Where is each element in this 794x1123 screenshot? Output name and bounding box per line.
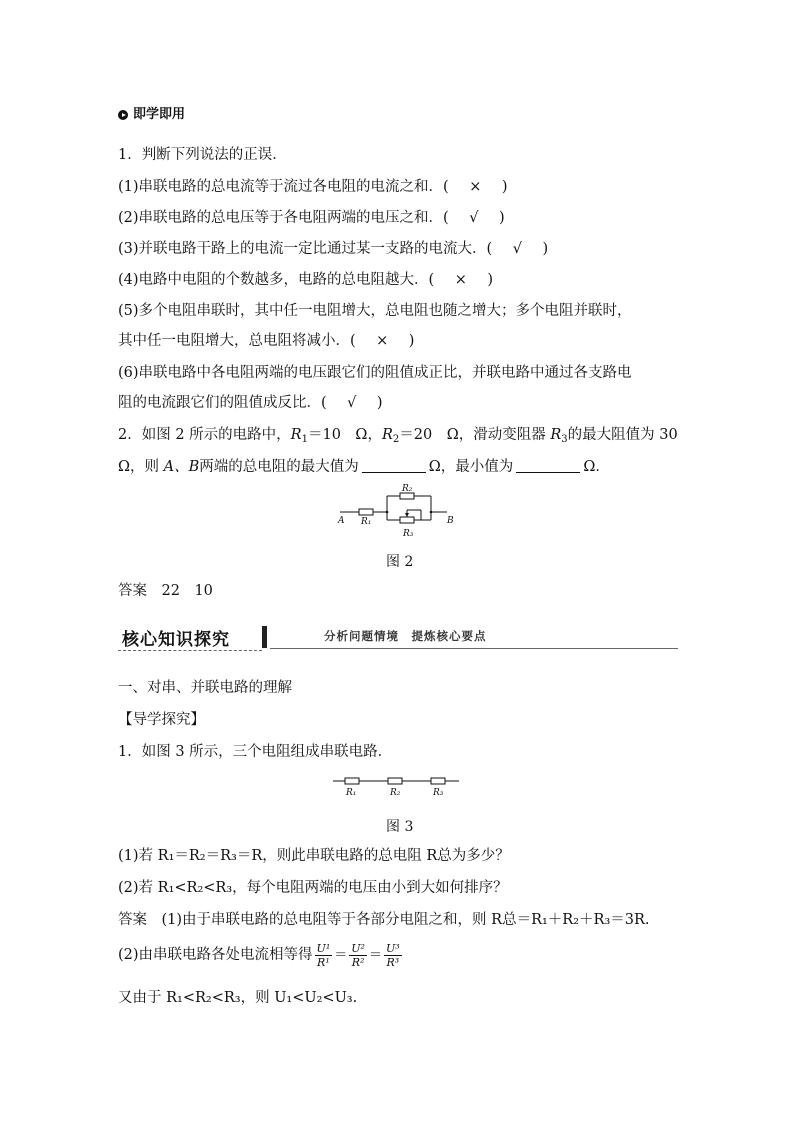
play-circle-icon [118,110,128,120]
guided-inquiry-label: 【导学探究】 [118,712,205,728]
answer-2: (2)由串联电路各处电流相等得 $\frac{\text{U¹}}{\text{R¹}}$ ＝ $\frac{\text{U²}}{\text{R²}}$ ＝ $\frac{\text{U³}}{\text{R³}}$ [118,941,400,969]
figure-3-caption: 图 3 [386,819,414,835]
node-label-a: A [338,516,345,526]
inquiry-q1-1: (1)若 R₁＝R₂＝R₃＝R，则此串联电路的总电阻 R总为多少？ [118,848,510,864]
fraction: $\frac{\text{U¹}}{\text{R¹}}$ [316,941,331,969]
check-mark-icon: √ [512,241,522,257]
answer-q2: 答案 22 10 [118,583,213,599]
check-mark-icon: √ [469,210,479,226]
judgement-item: (5)多个电阻串联时，其中任一电阻增大，总电阻也随之增大；多个电阻并联时， [118,303,632,319]
judgement-item: (4)电路中电阻的个数越多，电路的总电阻越大．( × ) [118,272,494,288]
fraction: $\frac{\text{U²}}{\text{R²}}$ [351,941,365,969]
cross-mark-icon: × [376,333,389,349]
banner-dash [118,650,262,651]
resistor-r1 [359,509,373,515]
resistor-label-r1: R₁ [361,517,372,527]
fig3-label-r2: R₂ [390,788,401,798]
section-2-heading: 一、对串、并联电路的理解 [118,680,292,696]
fig3-label-r3: R₃ [433,788,444,798]
resistor-label-r2: R₂ [402,484,413,494]
question-2-line-1: 2．如图 2 所示的电路中，$R_1=10$ Ω，$R_2=20$ Ω，滑动变阻器 $R_3$的最大阻值为 30 [118,427,678,445]
figure-2-caption: 图 2 [386,554,414,570]
rheostat-r3 [400,517,414,523]
judgement-item: 阻的电流跟它们的阻值成反比．( √ ) [118,395,383,411]
banner-title: 核心知识探究 [122,630,230,650]
fraction: $\frac{\text{U³}}{\text{R³}}$ [385,941,400,969]
answer-3: 又由于 R₁<R₂<R₃，则 U₁<U₂<U₃. [118,990,358,1006]
answer-blank-max[interactable] [362,458,426,473]
inquiry-q1-2: (2)若 R₁<R₂<R₃，每个电阻两端的电压由小到大如何排序？ [118,880,508,896]
inquiry-q1: 1．如图 3 所示，三个电阻组成串联电路． [118,744,393,760]
cross-mark-icon: × [454,272,467,288]
judgement-item: (3)并联电路干路上的电流一定比通过某一支路的电流大．( √ ) [118,241,549,257]
core-knowledge-banner [118,625,678,651]
section-heading [118,105,185,125]
banner-rule [270,648,678,649]
judgement-item: (2)串联电路的总电压等于各电阻两端的电压之和．( √ ) [118,210,505,226]
resistor-label-r3: R₃ [403,529,414,539]
figure-3-circuit [330,773,462,799]
cross-mark-icon: × [469,179,482,195]
answer-blank-min[interactable] [516,458,580,473]
judgement-item: (6)串联电路中各电阻两端的电压跟它们的阻值成正比，并联电路中通过各支路电 [118,365,632,381]
banner-bar [262,626,267,648]
check-mark-icon: √ [347,395,357,411]
section-heading-text: 即学即用 [133,107,186,122]
judgement-item: (1)串联电路的总电流等于流过各电阻的电流之和．( × ) [118,179,508,195]
figure-2-circuit [335,484,465,540]
question-1-title: 1．判断下列说法的正误． [118,147,287,163]
node-label-b: B [447,516,454,526]
fig3-label-r1: R₁ [346,788,357,798]
question-2-line-2: Ω，则 A、B两端的总电阻的最大值为 Ω，最小值为 Ω． [118,459,610,475]
judgement-item: 其中任一电阻增大，总电阻将减小．( × ) [118,333,415,349]
answer-1: 答案 (1)由于串联电路的总电阻等于各部分电阻之和，则 R总＝R₁＋R₂＋R₃＝3R. [118,912,650,928]
banner-subtitle: 分析问题情境 提炼核心要点 [324,629,487,643]
